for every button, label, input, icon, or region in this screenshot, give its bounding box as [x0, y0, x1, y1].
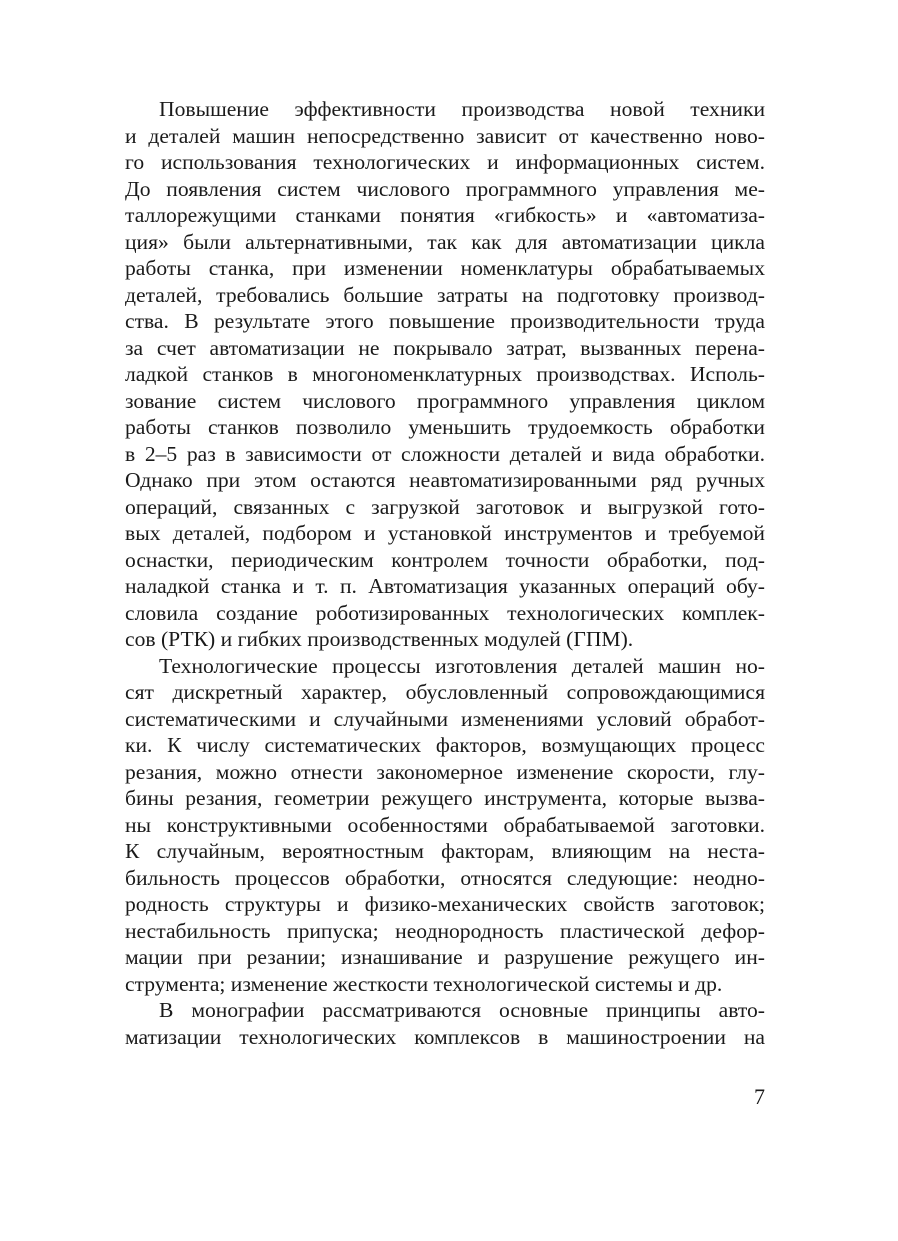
text-line: Технологические процессы изготовления деталей машин но-	[159, 653, 765, 678]
text-line: мации при резании; изнашивание и разрушение режущего ин-	[125, 945, 765, 969]
text-line: струмента; изменение жесткости технологической системы и др.	[125, 971, 723, 996]
text-line: ция» были альтернативными, так как для автоматизации цикла	[125, 229, 765, 254]
text-line: наладкой станка и т. п. Автоматизация указанных операций обу-	[125, 574, 765, 598]
text-line: работы станков позволило уменьшить трудоемкость обработки	[125, 415, 765, 439]
text-line: словила создание роботизированных технологических комплек-	[125, 600, 765, 625]
text-line: зование систем числового программного управления циклом	[125, 388, 765, 413]
text-line: К случайным, вероятностным факторам, влияющим на неста-	[125, 839, 765, 863]
text-line: ны конструктивными особенностями обрабатываемой заготовки.	[125, 812, 765, 837]
text-line: ки. К числу систематических факторов, возмущающих процесс	[125, 733, 765, 757]
text-line: ладкой станков в многономенклатурных производствах. Исполь-	[125, 362, 765, 386]
text-line: Однако при этом остаются неавтоматизированными ряд ручных	[125, 468, 765, 492]
text-line: сов (РТК) и гибких производственных модулей (ГПМ).	[125, 627, 634, 651]
text-line: деталей, требовались большие затраты на подготовку производ-	[125, 282, 765, 307]
text-line: операций, связанных с загрузкой заготовок и выгрузкой гото-	[125, 494, 765, 519]
text-line: сят дискретный характер, обусловленный сопровождающимися	[125, 680, 765, 704]
text-line: Повышение эффективности производства новой техники	[159, 97, 765, 121]
text-line: матизации технологических комплексов в машиностроении на	[125, 1024, 765, 1049]
text-line: в 2–5 раз в зависимости от сложности деталей и вида обработки.	[125, 441, 765, 466]
paragraph-1	[125, 96, 765, 653]
text-line: оснастки, периодическим контролем точности обработки, под-	[125, 547, 765, 572]
text-line: До появления систем числового программного управления ме-	[125, 176, 765, 201]
text-line: бины резания, геометрии режущего инструмента, которые вызва-	[125, 786, 765, 810]
text-line: резания, можно отнести закономерное изменение скорости, глу-	[125, 759, 765, 784]
paragraph-3	[125, 997, 765, 1050]
text-line: за счет автоматизации не покрывало затрат, вызванных перена-	[125, 335, 765, 360]
text-line: ства. В результате этого повышение производительности труда	[125, 309, 765, 333]
page-number: 7	[754, 1084, 765, 1109]
text-line: го использования технологических и информационных систем.	[125, 150, 765, 174]
text-line: таллорежущими станками понятия «гибкость» и «автоматиза-	[125, 203, 765, 227]
text-line: бильность процессов обработки, относятся следующие: неодно-	[125, 865, 765, 890]
page-body	[125, 96, 765, 1050]
text-line: вых деталей, подбором и установкой инструментов и требуемой	[125, 521, 765, 545]
text-line: работы станка, при изменении номенклатуры обрабатываемых	[125, 256, 765, 280]
text-line: и деталей машин непосредственно зависит от качественно ново-	[125, 123, 765, 148]
text-line: систематическими и случайными изменениями условий обработ-	[125, 706, 765, 731]
text-line: родность структуры и физико-механических свойств заготовок;	[125, 892, 765, 916]
paragraph-2	[125, 653, 765, 998]
text-line: нестабильность припуска; неоднородность пластической дефор-	[125, 918, 765, 943]
text-line: В монографии рассматриваются основные принципы авто-	[159, 998, 765, 1022]
